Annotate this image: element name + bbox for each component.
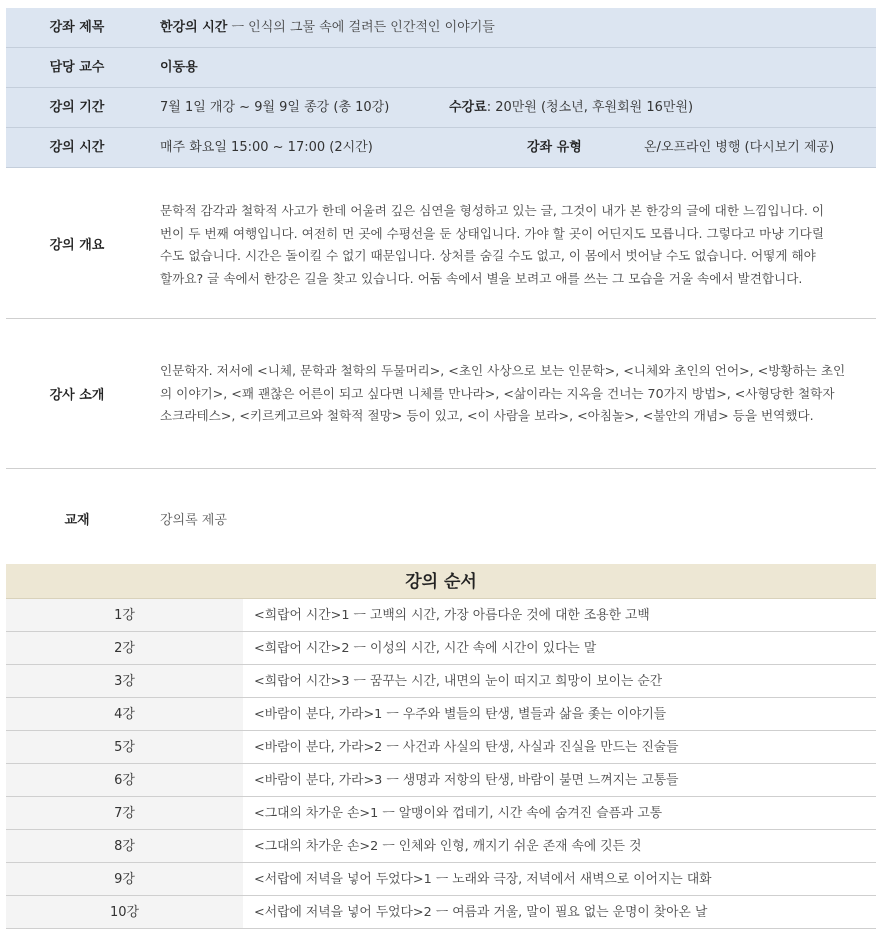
lecture-number: 5강: [6, 731, 243, 763]
instructor-line: 의 이야기>, <꽤 괜찮은 어른이 되고 싶다면 니체를 만나라>, <삶이라는 지옥을 건너는 70가지 방법>, <사형당한 철학자: [160, 385, 835, 401]
fee-value: [449, 88, 693, 128]
lecture-title: <바람이 분다, 가라>2 ㅡ 사건과 사실의 탄생, 사실과 진실을 만드는 진술들: [254, 740, 679, 755]
overview-label: 강의 개요: [49, 238, 105, 253]
textbook-label: 교재: [64, 513, 90, 528]
overview-text: [160, 200, 866, 290]
professor-label: 담당 교수: [49, 60, 105, 75]
lecture-title: <바람이 분다, 가라>1 ㅡ 우주와 별들의 탄생, 별들과 삶을 좇는 이야기들: [254, 707, 667, 722]
type-label: 강좌 유형: [527, 140, 582, 155]
schedule-row: [6, 896, 876, 929]
schedule-row: [6, 863, 876, 896]
lecture-title: <그대의 차가운 손>1 ㅡ 알맹이와 껍데기, 시간 속에 숨겨진 슬픔과 고통: [254, 806, 663, 821]
schedule-row: [6, 698, 876, 731]
lecture-number: 2강: [6, 632, 243, 664]
course-title-sub: ㅡ 인식의 그물 속에 걸려든 인간적인 이야기들: [227, 20, 495, 35]
schedule-row: [6, 599, 876, 632]
row-textbook: [6, 469, 876, 564]
overview-line: 번이 두 번째 여행입니다. 여전히 먼 곳에 수평선을 둔 상태입니다. 가야 할 곳이 어딘지도 모릅니다. 그렇다고 마냥 기다릴: [160, 225, 825, 241]
lecture-title: <희랍어 시간>2 ㅡ 이성의 시간, 시간 속에 시간이 있다는 말: [254, 641, 597, 656]
schedule-row: [6, 830, 876, 863]
lecture-number: 9강: [6, 863, 243, 895]
instructor-text: [160, 360, 866, 428]
schedule-row: [6, 731, 876, 764]
overview-line: 할까요? 글 속에서 한강은 길을 찾고 있습니다. 어둠 속에서 별을 보려고 애를 쓰는 그 모습을 거울 속에서 발견합니다.: [160, 270, 803, 286]
lecture-title: <희랍어 시간>1 ㅡ 고백의 시간, 가장 아름다운 것에 대한 조용한 고백: [254, 608, 650, 623]
instructor-line: 인문학자. 저서에 <니체, 문학과 철학의 두물머리>, <초인 사상으로 보는 인문학>, <니체와 초인의 언어>, <방황하는 초인: [160, 363, 846, 378]
type-value: 온/오프라인 병행 (다시보기 제공): [644, 140, 835, 155]
row-overview: [6, 168, 876, 319]
textbook-value: 강의록 제공: [160, 513, 227, 528]
period-label: 강의 기간: [49, 100, 105, 115]
overview-line: 문학적 감각과 철학적 사고가 한데 어울려 깊은 심연을 형성하고 있는 글, 그것이 내가 본 한강의 글에 대한 느낌입니다. 이: [160, 203, 825, 218]
lecture-title: <희랍어 시간>3 ㅡ 꿈꾸는 시간, 내면의 눈이 떠지고 희망이 보이는 순간: [254, 674, 663, 689]
fee-label: 수강료: [449, 100, 487, 115]
course-title-value: [160, 8, 495, 48]
lecture-number: 4강: [6, 698, 243, 730]
row-course-title: [6, 8, 876, 48]
course-title-label: 강좌 제목: [49, 20, 105, 35]
schedule-row: [6, 632, 876, 665]
period-value: 7월 1일 개강 ~ 9월 9일 종강 (총 10강): [160, 100, 390, 115]
lecture-title: <서랍에 저녁을 넣어 두었다>2 ㅡ 여름과 거울, 말이 필요 없는 운명이 찾아온 날: [254, 905, 708, 920]
schedule-heading: 강의 순서: [6, 564, 876, 599]
lecture-number: 6강: [6, 764, 243, 796]
instructor-line: 소크라테스>, <키르케고르와 철학적 절망> 등이 있고, <이 사람을 보라>, <아침놀>, <불안의 개념> 등을 번역했다.: [160, 408, 814, 423]
lecture-title: <바람이 분다, 가라>3 ㅡ 생명과 저항의 탄생, 바람이 불면 느껴지는 고통들: [254, 773, 679, 788]
time-value: 매주 화요일 15:00 ~ 17:00 (2시간): [160, 140, 373, 155]
row-instructor: [6, 319, 876, 469]
lecture-number: 3강: [6, 665, 243, 697]
row-professor: [6, 48, 876, 88]
instructor-label: 강사 소개: [49, 388, 105, 403]
lecture-title: <그대의 차가운 손>2 ㅡ 인체와 인형, 깨지기 쉬운 존재 속에 깃든 것: [254, 839, 642, 854]
lecture-number: 7강: [6, 797, 243, 829]
fee-amount: : 20만원 (청소년, 후원회원 16만원): [486, 100, 694, 115]
professor-value: 이동용: [160, 60, 198, 75]
lecture-number: 1강: [6, 599, 243, 631]
lecture-number: 10강: [6, 896, 243, 928]
schedule-row: [6, 665, 876, 698]
row-period: [6, 88, 876, 128]
lecture-number: 8강: [6, 830, 243, 862]
lecture-title: <서랍에 저녁을 넣어 두었다>1 ㅡ 노래와 극장, 저녁에서 새벽으로 이어지는 대화: [254, 872, 712, 887]
schedule-row: [6, 797, 876, 830]
course-title-main: 한강의 시간: [160, 20, 228, 35]
schedule-row: [6, 764, 876, 797]
time-label: 강의 시간: [49, 140, 105, 155]
row-time: [6, 128, 876, 168]
overview-line: 수도 없습니다. 시간은 돌이킬 수 없기 때문입니다. 상처를 숨길 수도 없고, 이 몸에서 벗어날 수도 없습니다. 어떻게 해야: [160, 248, 816, 263]
